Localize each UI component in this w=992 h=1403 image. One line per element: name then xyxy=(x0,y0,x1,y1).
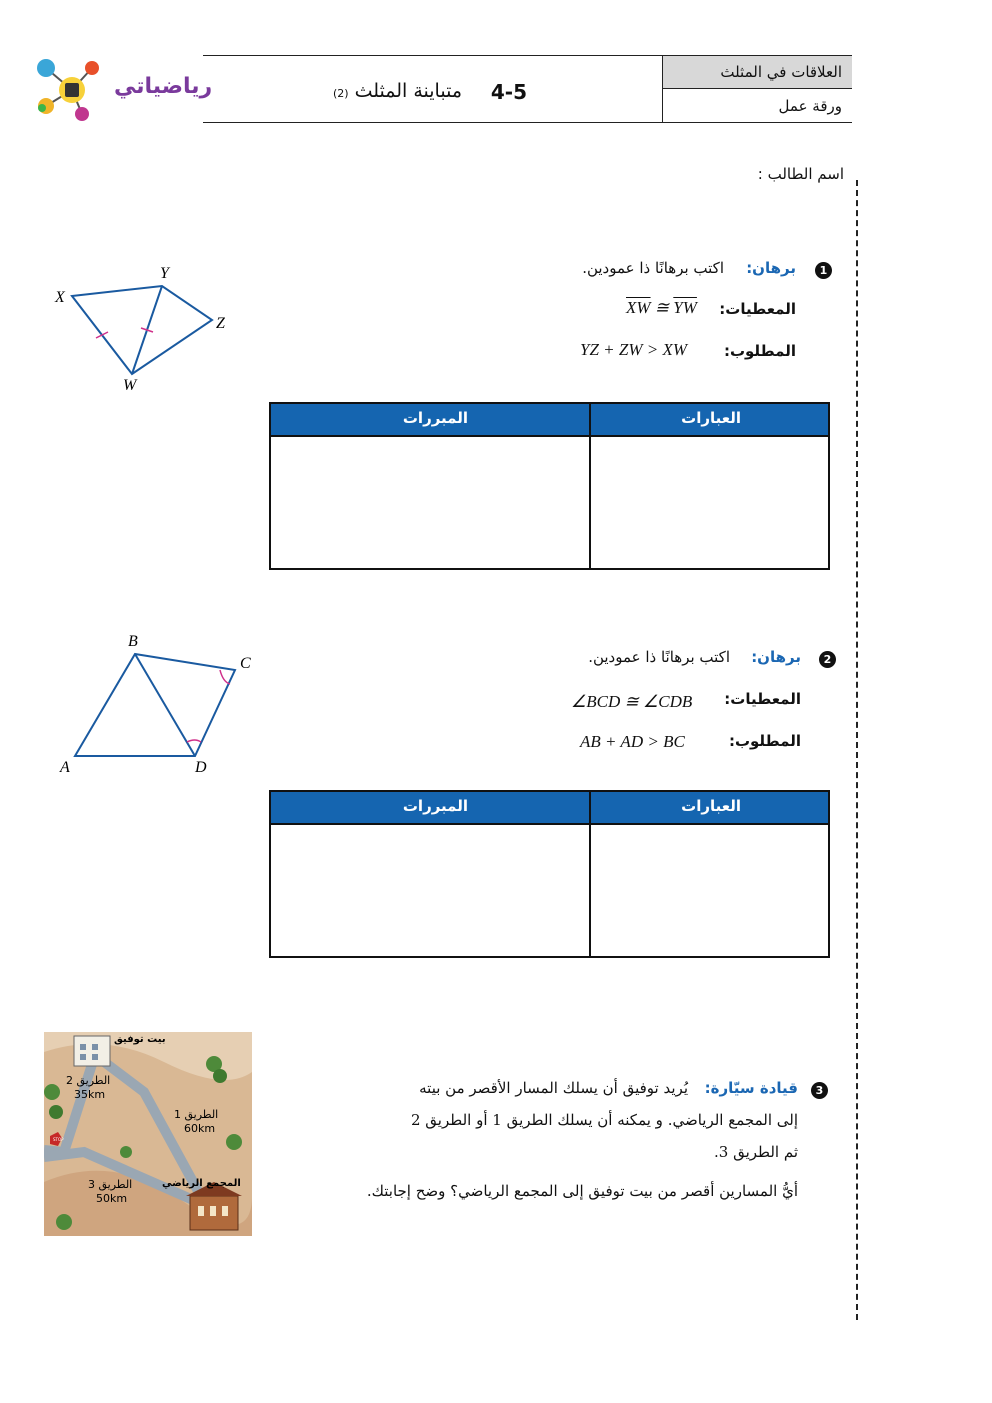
question-3-line2: إلى المجمع الرياضي. و يمكنه أن يسلك الطريق 1 أو الطريق 2 xyxy=(410,1111,798,1129)
question-3-line1: يُريد توفيق أن يسلك المسار الأقصر من بيته xyxy=(419,1079,688,1097)
question-1-prove: YZ + ZW > XW xyxy=(580,340,688,359)
sheet-type: ورقة عمل xyxy=(778,97,842,115)
unit-header xyxy=(663,55,852,123)
question-3-label: قيادة سيّارة: xyxy=(704,1079,798,1097)
label-c: C xyxy=(240,655,251,672)
question-2-prove: AB + AD > BC xyxy=(580,732,685,751)
reasons-cell[interactable] xyxy=(271,437,589,568)
label-z: Z xyxy=(216,315,225,332)
map-road3-label: الطريق 3 xyxy=(88,1178,133,1191)
given-segment-xw: $\overline{XW}$ xyxy=(626,298,651,317)
logo-text: رياضياتي xyxy=(114,74,213,99)
question-2-prove-label: المطلوب: xyxy=(728,732,801,750)
statements-cell[interactable] xyxy=(591,825,828,956)
question-2-given-label: المعطيات: xyxy=(724,690,801,708)
reasons-header: المبررات xyxy=(402,409,468,427)
question-2-given: ∠BCD ≅ ∠CDB xyxy=(571,692,693,711)
question-3-line4: أيُّ المسارين أقصر من بيت توفيق إلى المجمع الرياضي؟ وضح إجابتك. xyxy=(366,1182,798,1200)
map-home-label: بيت توفيق xyxy=(114,1034,166,1045)
question-3-line3: ثم الطريق 3. xyxy=(713,1143,798,1161)
figure-xyzw xyxy=(50,262,250,401)
lesson-part: (2) xyxy=(332,87,349,100)
question-1-prompt: اكتب برهانًا ذا عمودين. xyxy=(582,259,724,277)
cut-line xyxy=(856,180,858,1320)
map-road2-km: 35km xyxy=(74,1088,106,1101)
map-road1-km: 60km xyxy=(184,1122,216,1135)
question-1-given-label: المعطيات: xyxy=(719,300,796,318)
question-number-1: 1 xyxy=(815,262,832,279)
question-1-prove-label: المطلوب: xyxy=(723,342,796,360)
lesson-number: 4-5 xyxy=(490,80,527,104)
question-1-label: برهان: xyxy=(746,259,796,277)
reasons-header: المبررات xyxy=(402,797,468,815)
lesson-header xyxy=(203,55,663,123)
proof-table-1 xyxy=(269,402,830,570)
unit-title: العلاقات في المثلث xyxy=(663,56,852,89)
reasons-cell[interactable] xyxy=(271,825,589,956)
statements-header: العبارات xyxy=(681,797,741,815)
given-congruent: ≅ xyxy=(654,298,670,317)
stop-sign-icon: STOP xyxy=(53,1137,64,1142)
lesson-title-text: متباينة المثلث xyxy=(354,80,462,102)
statements-header: العبارات xyxy=(681,409,741,427)
lesson-title xyxy=(333,80,462,102)
label-a: A xyxy=(60,759,70,776)
question-2-label: برهان: xyxy=(751,648,801,666)
proof-table-2 xyxy=(269,790,830,958)
map-complex-label: المجمع الرياضي xyxy=(162,1178,241,1189)
question-1-given xyxy=(626,298,697,318)
map-road2-label: الطريق 2 xyxy=(66,1074,111,1087)
label-w: W xyxy=(123,377,137,394)
statements-cell[interactable] xyxy=(591,437,828,568)
route-map xyxy=(44,1032,252,1236)
question-number-2: 2 xyxy=(819,651,836,668)
label-b: B xyxy=(128,633,138,650)
question-2-prompt: اكتب برهانًا ذا عمودين. xyxy=(588,648,730,666)
logo xyxy=(32,52,213,124)
label-d: D xyxy=(195,759,207,776)
label-y: Y xyxy=(160,265,169,282)
figure-abcd xyxy=(55,630,270,784)
question-number-3: 3 xyxy=(811,1082,828,1099)
given-segment-yw: $\overline{YW}$ xyxy=(673,298,697,317)
proof-table-2-header xyxy=(271,792,828,823)
proof-table-1-header xyxy=(271,404,828,435)
map-road1-label: الطريق 1 xyxy=(174,1108,219,1121)
label-x: X xyxy=(55,289,65,306)
map-road3-km: 50km xyxy=(96,1192,128,1205)
student-name-label: اسم الطالب : xyxy=(757,165,844,183)
